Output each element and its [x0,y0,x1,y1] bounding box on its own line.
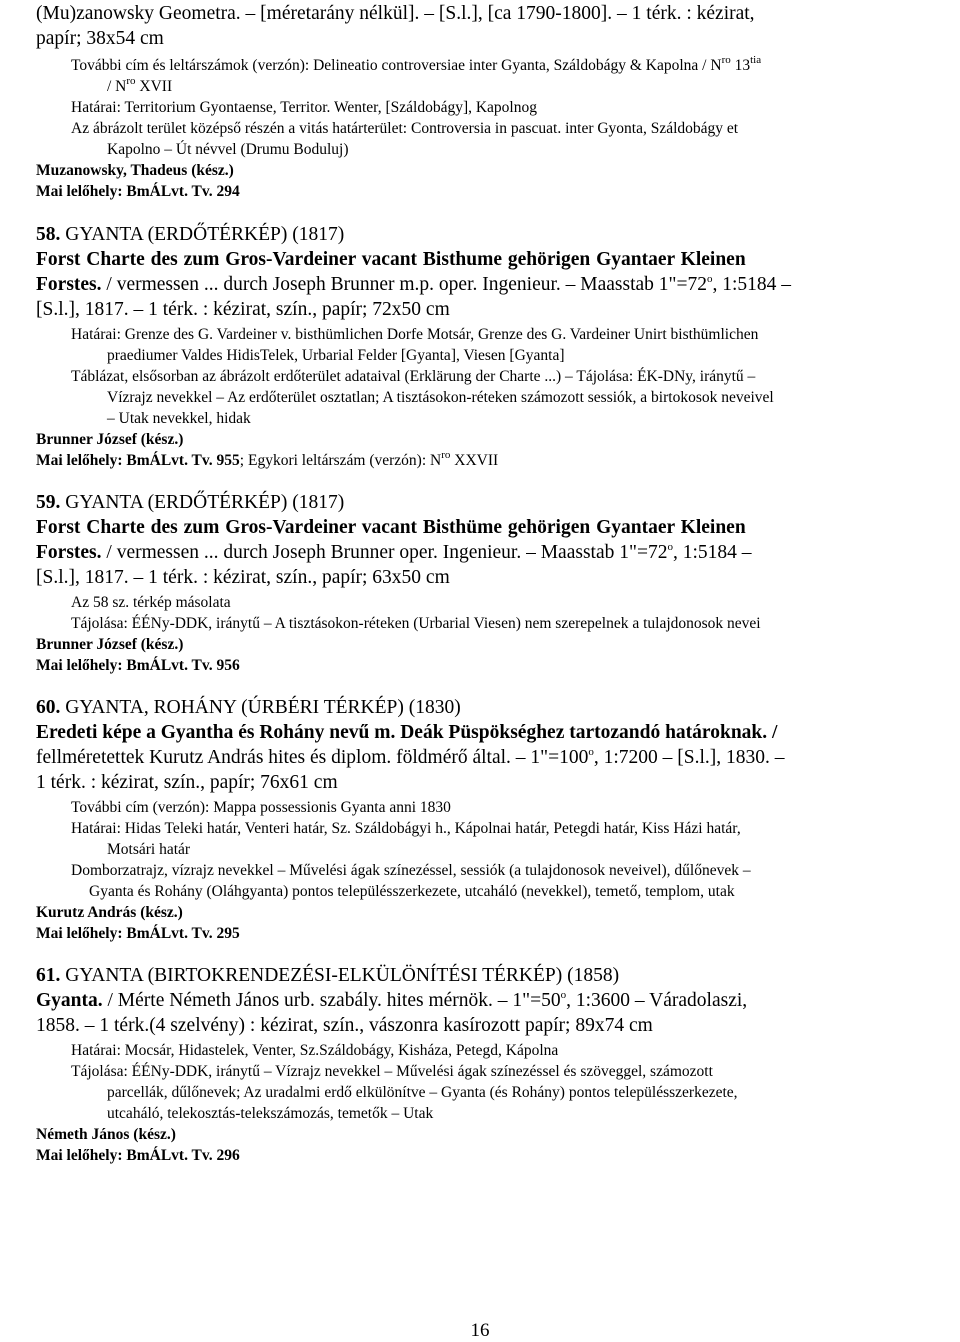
location-line: Mai lelőhely: BmÁLvt. Tv. 294 [36,183,240,200]
author-line: Brunner József (kész.) [36,636,184,653]
orientation-line: Tájolása: ÉÉNy-DDK, iránytű – Vízrajz nevekkel – Művelési ágak színezéssel és szöveggel, számozott [71,1063,713,1080]
entry-59 [36,490,954,676]
location-line: Mai lelőhely: BmÁLvt. Tv. 955; Egykori leltárszám (verzón): $N^{ro}$ XXVII [36,448,499,469]
table-line-3: – Utak nevekkel, hidak [107,410,251,427]
boundaries-line-2: praediumer Valdes HidisTelek, Urbarial Felder [Gyanta], Viesen [Gyanta] [107,347,565,364]
further-title-line: További cím és leltárszámok (verzón): Delineatio controversiae inter Gyanta, Száldobágy & Kapolna / $N^{ro}$ $13^{tia}$ [71,53,762,74]
entry-imprint: [S.l.], 1817. – 1 térk. : kézirat, szín., papír; 63x50 cm [36,567,450,588]
entry-heading: 60. GYANTA, ROHÁNY (ÚRBÉRI TÉRKÉP) (1830) [36,697,461,718]
location-line: Mai lelőhely: BmÁLvt. Tv. 956 [36,657,240,674]
location-line: Mai lelőhely: BmÁLvt. Tv. 295 [36,925,240,942]
author-line: Kurutz András (kész.) [36,904,183,921]
author-line: Németh János (kész.) [36,1126,176,1143]
entry-title: Eredeti képe a Gyantha és Rohány nevű m. Deák Püspökséghez tartozandó határoknak. / [36,722,778,743]
relief-line: Domborzatrajz, vízrajz nevekkel – Művelési ágak színezéssel, sessiók (a tulajdonosok neveivel), dűlőnevek – [71,862,751,879]
depicted-line: Az ábrázolt terület középső részén a vitás határterület: Controversia in pascuat. inter Gyonta, Száldobágy et [71,120,739,137]
page-number: 16 [470,1320,490,1341]
depicted-line-2: Kapolno – Út névvel (Drumu Boduluj) [107,141,349,158]
entry-title: Forst Charte des zum Gros-Vardeiner vacant Bisthüme gehörigen Gyantaer Kleinen [36,517,746,538]
copy-note-line: Az 58 sz. térkép másolata [71,594,231,611]
entry-title: Forst Charte des zum Gros-Vardeiner vacant Bisthume gehörigen Gyantaer Kleinen [36,249,746,270]
orientation-line: Tájolása: ÉÉNy-DDK, iránytű – A tisztásokon-réteken (Urbarial Viesen) nem szerepelnek a tulajdonosok nevei [71,615,761,632]
catalog-page [36,0,954,1166]
entry-title: Gyanta. / Mérte Németh János urb. szabály. hites mérnök. – $1"=50^o$, 1:3600 – Váradolaszi, [36,988,748,1011]
entry-heading: 58. GYANTA (ERDŐTÉRKÉP) (1817) [36,224,345,245]
table-line-2: Vízrajz nevekkel – Az erdőterület osztatlan; A tisztásokon-réteken számozott sessiók, a birtokosok neveivel [107,389,774,406]
orientation-line-2: parcellák, dűlőnevek; Az uradalmi erdő elkülönítve – Gyanta (és Rohány) pontos településszerkezete, [107,1084,738,1101]
boundaries-line: Határai: Hidas Teleki határ, Venteri határ, Sz. Száldobágyi h., Kápolnai határ, Petegdi határ, Kiss Házi határ, [71,820,741,837]
entry-58 [36,222,954,471]
entry-60 [36,695,954,944]
entry-title-2: fellméretettek Kurutz András hites és diplom. földmérő által. – $1"=100^o$, 1:7200 – [S.l.], 1830. – [36,745,785,768]
further-title-line: További cím (verzón): Mappa possessionis Gyanta anni 1830 [71,799,451,816]
entry-imprint: [S.l.], 1817. – 1 térk. : kézirat, szín., papír; 72x50 cm [36,299,450,320]
entry-57-continuation [36,1,954,202]
further-title-cont: / $N^{ro}$ XVII [107,74,173,95]
location-line: Mai lelőhely: BmÁLvt. Tv. 296 [36,1147,240,1164]
entry-title-2: Forstes. / vermessen ... durch Joseph Brunner m.p. oper. Ingenieur. – Maasstab $1"=72^o$, 1:5184 – [36,272,792,295]
imprint-line: (Mu)zanowsky Geometra. – [méretarány nélkül]. – [S.l.], [ca 1790-1800]. – 1 térk. : kézirat, [36,3,755,24]
boundaries-line: Határai: Grenze des G. Vardeiner v. bisthümlichen Dorfe Motsár, Grenze des G. Vardeiner Unirt bisthümlichen [71,326,759,343]
author-line: Muzanowsky, Thadeus (kész.) [36,162,234,179]
boundaries-line: Határai: Territorium Gyontaense, Territor. Wenter, [Száldobágy], Kapolnog [71,99,537,116]
entry-heading: 61. GYANTA (BIRTOKRENDEZÉSI-ELKÜLÖNÍTÉSI TÉRKÉP) (1858) [36,965,620,986]
entry-title-2: Forstes. / vermessen ... durch Joseph Brunner oper. Ingenieur. – Maasstab $1"=72^o$, 1:5184 – [36,540,752,563]
boundaries-line: Határai: Mocsár, Hidastelek, Venter, Sz.Száldobágy, Kisháza, Petegd, Kápolna [71,1042,559,1059]
orientation-line-3: utcaháló, telekosztás-telekszámozás, temetők – Utak [107,1105,434,1122]
boundaries-line-2: Motsári határ [107,841,191,858]
table-line: Táblázat, elsősorban az ábrázolt erdőterület adataival (Erklärung der Charte ...) – Tájolása: ÉK-DNy, iránytű – [71,368,756,385]
relief-line-2: Gyanta és Rohány (Oláhgyanta) pontos településszerkezete, utcaháló (nevekkel), temető, templom, utak [89,883,735,900]
entry-61 [36,963,954,1166]
author-line: Brunner József (kész.) [36,431,184,448]
imprint-line-2: papír; 38x54 cm [36,28,164,49]
entry-heading: 59. GYANTA (ERDŐTÉRKÉP) (1817) [36,492,345,513]
entry-imprint: 1 térk. : kézirat, szín., papír; 76x61 cm [36,772,338,793]
entry-imprint: 1858. – 1 térk.(4 szelvény) : kézirat, szín., vászonra kasírozott papír; 89x74 cm [36,1015,653,1036]
